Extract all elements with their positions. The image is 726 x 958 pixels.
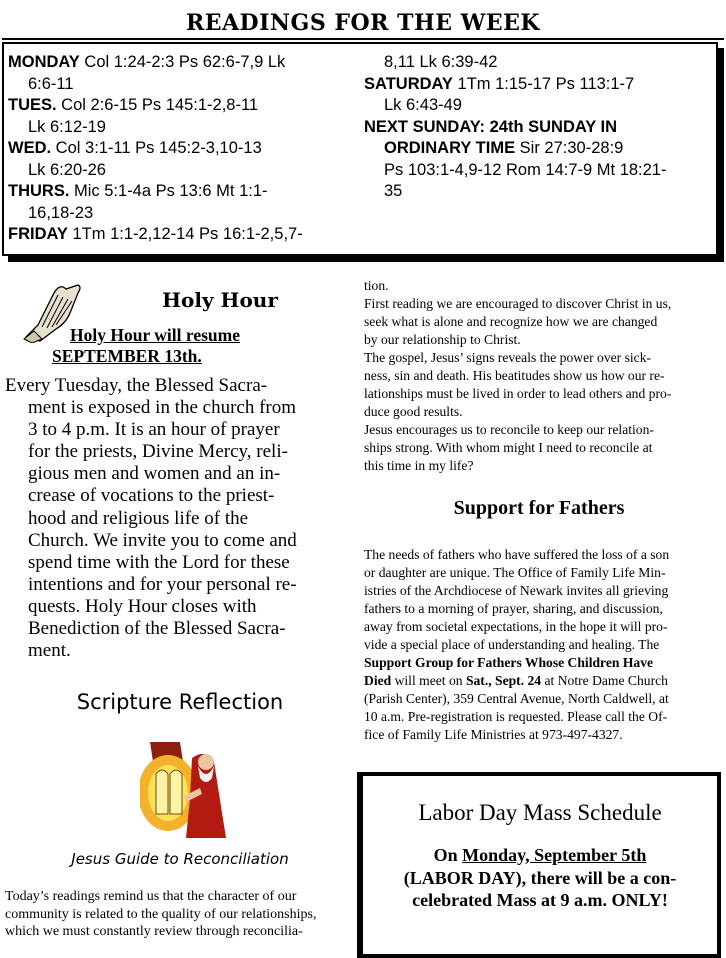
reflection-line: tion. bbox=[364, 278, 389, 293]
reading-citation: 1Tm 1:1-2,12-14 Ps 16:1-2,5,7- bbox=[67, 225, 303, 243]
support-line bbox=[364, 690, 724, 708]
support-line bbox=[364, 582, 724, 600]
reading-line bbox=[364, 117, 709, 139]
reading-citation: 16,18-23 bbox=[28, 203, 94, 222]
holy-hour-resume-line1: Holy Hour will resume bbox=[70, 325, 240, 345]
reading-line bbox=[364, 95, 709, 117]
reflection-line: lationships must be lived in order to lead others and pro- bbox=[364, 386, 672, 401]
reflection-image-caption: Jesus Guide to Reconciliation bbox=[71, 850, 289, 868]
reading-line bbox=[8, 138, 360, 160]
reflection-line: ness, sin and death. His beatitudes show us how our re- bbox=[364, 368, 665, 383]
reflection-line: ships strong. With whom might I need to reconcile at bbox=[364, 440, 653, 455]
support-text-run: (Parish Center), 359 Central Avenue, North Caldwell, at bbox=[364, 691, 669, 706]
reading-day: THURS. bbox=[8, 182, 70, 200]
title-divider bbox=[2, 38, 724, 40]
holy-hour-heading: Holy Hour bbox=[162, 288, 278, 312]
reading-citation: Lk 6:43-49 bbox=[384, 96, 462, 114]
reading-citation: 1Tm 1:15-17 Ps 113:1-7 bbox=[452, 74, 635, 93]
reading-day: FRIDAY bbox=[8, 225, 68, 243]
reading-line bbox=[364, 181, 709, 203]
reflection-line: duce good results. bbox=[364, 404, 463, 419]
support-text-run: fice of Family Life Ministries at 973-497-4327. bbox=[364, 727, 623, 742]
support-line bbox=[364, 726, 724, 744]
support-text-run: or daughter are unique. The Office of Family Life Min- bbox=[364, 565, 666, 580]
reading-line bbox=[8, 160, 360, 182]
support-text-run: istries of the Archdiocese of Newark invites all grieving bbox=[364, 583, 669, 598]
reading-line bbox=[364, 160, 709, 182]
labor-day-date: Monday, September 5th bbox=[462, 845, 647, 865]
reading-line bbox=[364, 74, 709, 96]
reading-line bbox=[8, 95, 360, 117]
reading-line bbox=[364, 138, 709, 160]
reading-citation: Lk 6:12-19 bbox=[28, 117, 106, 136]
reflection-line: community is related to the quality of our relationships, bbox=[5, 906, 317, 922]
labor-day-line2: (LABOR DAY), there will be a con- bbox=[403, 867, 677, 888]
support-line bbox=[364, 564, 724, 582]
holy-hour-line: for the priests, Divine Mercy, reli- bbox=[28, 441, 288, 463]
reflection-line: Today’s readings remind us that the character of our bbox=[5, 889, 297, 904]
labor-day-box bbox=[359, 772, 721, 958]
reflection-body-continued bbox=[364, 277, 724, 475]
reflection-line: First reading we are encouraged to discover Christ in us, bbox=[364, 296, 672, 311]
holy-hour-line: intentions and for your personal re- bbox=[28, 573, 297, 595]
reflection-line: by our relationship to Christ. bbox=[364, 332, 521, 347]
reading-day: NEXT SUNDAY: 24th SUNDAY IN bbox=[364, 117, 618, 136]
reading-citation: Lk 6:20-26 bbox=[28, 160, 106, 179]
support-line bbox=[364, 654, 724, 672]
support-line bbox=[364, 546, 724, 564]
holy-hour-line: spend time with the Lord for these bbox=[28, 551, 290, 573]
reading-citation: Col 3:1-11 Ps 145:2-3,10-13 bbox=[51, 139, 262, 157]
reading-citation: 8,11 Lk 6:39-42 bbox=[384, 53, 498, 71]
reading-citation: 35 bbox=[384, 182, 403, 200]
holy-hour-line: Benediction of the Blessed Sacra- bbox=[28, 618, 286, 640]
readings-left-column bbox=[8, 52, 360, 246]
reading-line bbox=[8, 52, 360, 74]
holy-hour-resume-line2: SEPTEMBER 13th. bbox=[52, 346, 202, 366]
reflection-line: The gospel, Jesus’ signs reveals the power over sick- bbox=[364, 350, 652, 365]
commandment-tablets-illustration bbox=[140, 738, 230, 840]
holy-hour-line: crease of vocations to the priest- bbox=[28, 485, 275, 507]
holy-hour-line: Church. We invite you to come and bbox=[28, 529, 297, 551]
reflection-line: this time in my life? bbox=[364, 458, 474, 473]
reflection-line: which we must constantly review through reconcilia- bbox=[5, 924, 303, 939]
reading-day: WED. bbox=[8, 139, 52, 157]
support-text-run: fathers to a morning of prayer, sharing, and discussion, bbox=[364, 601, 663, 616]
labor-day-title: Labor Day Mass Schedule bbox=[418, 800, 662, 825]
support-for-fathers-body bbox=[364, 546, 724, 744]
scripture-reflection-heading: Scripture Reflection bbox=[76, 690, 284, 714]
holy-hour-line: gious men and women and an in- bbox=[28, 463, 281, 485]
reading-day: ORDINARY TIME bbox=[384, 139, 516, 157]
reading-citation: Ps 103:1-4,9-12 Rom 14:7-9 Mt 18:21- bbox=[384, 160, 667, 179]
labor-day-body bbox=[363, 844, 717, 912]
reading-line bbox=[364, 52, 709, 74]
support-text-run: 10 a.m. Pre-registration is requested. Please call the Of- bbox=[364, 709, 668, 724]
reading-citation: Col 1:24-2:3 Ps 62:6-7,9 Lk bbox=[79, 53, 286, 71]
reading-line bbox=[8, 224, 360, 246]
reading-line bbox=[8, 74, 360, 96]
reading-day: SATURDAY bbox=[364, 74, 453, 93]
support-text-run: at Notre Dame Church bbox=[541, 673, 668, 688]
reading-line bbox=[8, 203, 360, 225]
reading-day: MONDAY bbox=[8, 53, 80, 71]
holy-hour-body bbox=[5, 375, 355, 662]
holy-hour-line: 3 to 4 p.m. It is an hour of prayer bbox=[28, 419, 280, 441]
reflection-line: Jesus encourages us to reconcile to keep our relation- bbox=[364, 422, 654, 437]
support-text-run: Sat., Sept. 24 bbox=[465, 673, 542, 688]
support-text-run: Support Group for Fathers Whose Children Have bbox=[364, 655, 654, 670]
holy-hour-line: quests. Holy Hour closes with bbox=[28, 595, 257, 617]
holy-hour-line: hood and religious life of the bbox=[28, 507, 249, 529]
reading-line bbox=[8, 117, 360, 139]
holy-hour-line: ment. bbox=[28, 640, 71, 662]
readings-title: READINGS FOR THE WEEK bbox=[185, 10, 541, 36]
support-line bbox=[364, 600, 724, 618]
readings-right-column bbox=[364, 52, 709, 203]
holy-hour-line: ment is exposed in the church from bbox=[28, 397, 297, 419]
support-text-run: vide a special place of understanding and healing. The bbox=[364, 637, 660, 652]
support-text-run: The needs of fathers who have suffered the loss of a son bbox=[364, 547, 670, 562]
support-text-run: away from societal expectations, in the hope it will pro- bbox=[364, 619, 668, 634]
reading-citation: Mic 5:1-4a Ps 13:6 Mt 1:1- bbox=[69, 182, 268, 200]
support-line bbox=[364, 708, 724, 726]
readings-box bbox=[2, 42, 718, 256]
reading-citation: 6:6-11 bbox=[28, 74, 74, 93]
holy-hour-line: Every Tuesday, the Blessed Sacra- bbox=[5, 375, 268, 396]
reading-citation: Col 2:6-15 Ps 145:1-2,8-11 bbox=[56, 96, 259, 114]
support-for-fathers-heading: Support for Fathers bbox=[453, 497, 625, 519]
reflection-line: seek what is alone and recognize how we are changed bbox=[364, 314, 658, 329]
support-line bbox=[364, 618, 724, 636]
support-line bbox=[364, 636, 724, 654]
reading-line bbox=[8, 181, 360, 203]
labor-day-line3: celebrated Mass at 9 a.m. ONLY! bbox=[412, 890, 668, 910]
reading-day: TUES. bbox=[8, 96, 57, 114]
support-text-run: Died bbox=[364, 673, 392, 688]
support-text-run: will meet on bbox=[391, 673, 466, 688]
reading-citation: Sir 27:30-28:9 bbox=[515, 139, 624, 157]
support-line bbox=[364, 672, 724, 690]
reflection-body bbox=[5, 888, 355, 941]
labor-day-line1: On Monday, September 5th bbox=[433, 845, 647, 865]
